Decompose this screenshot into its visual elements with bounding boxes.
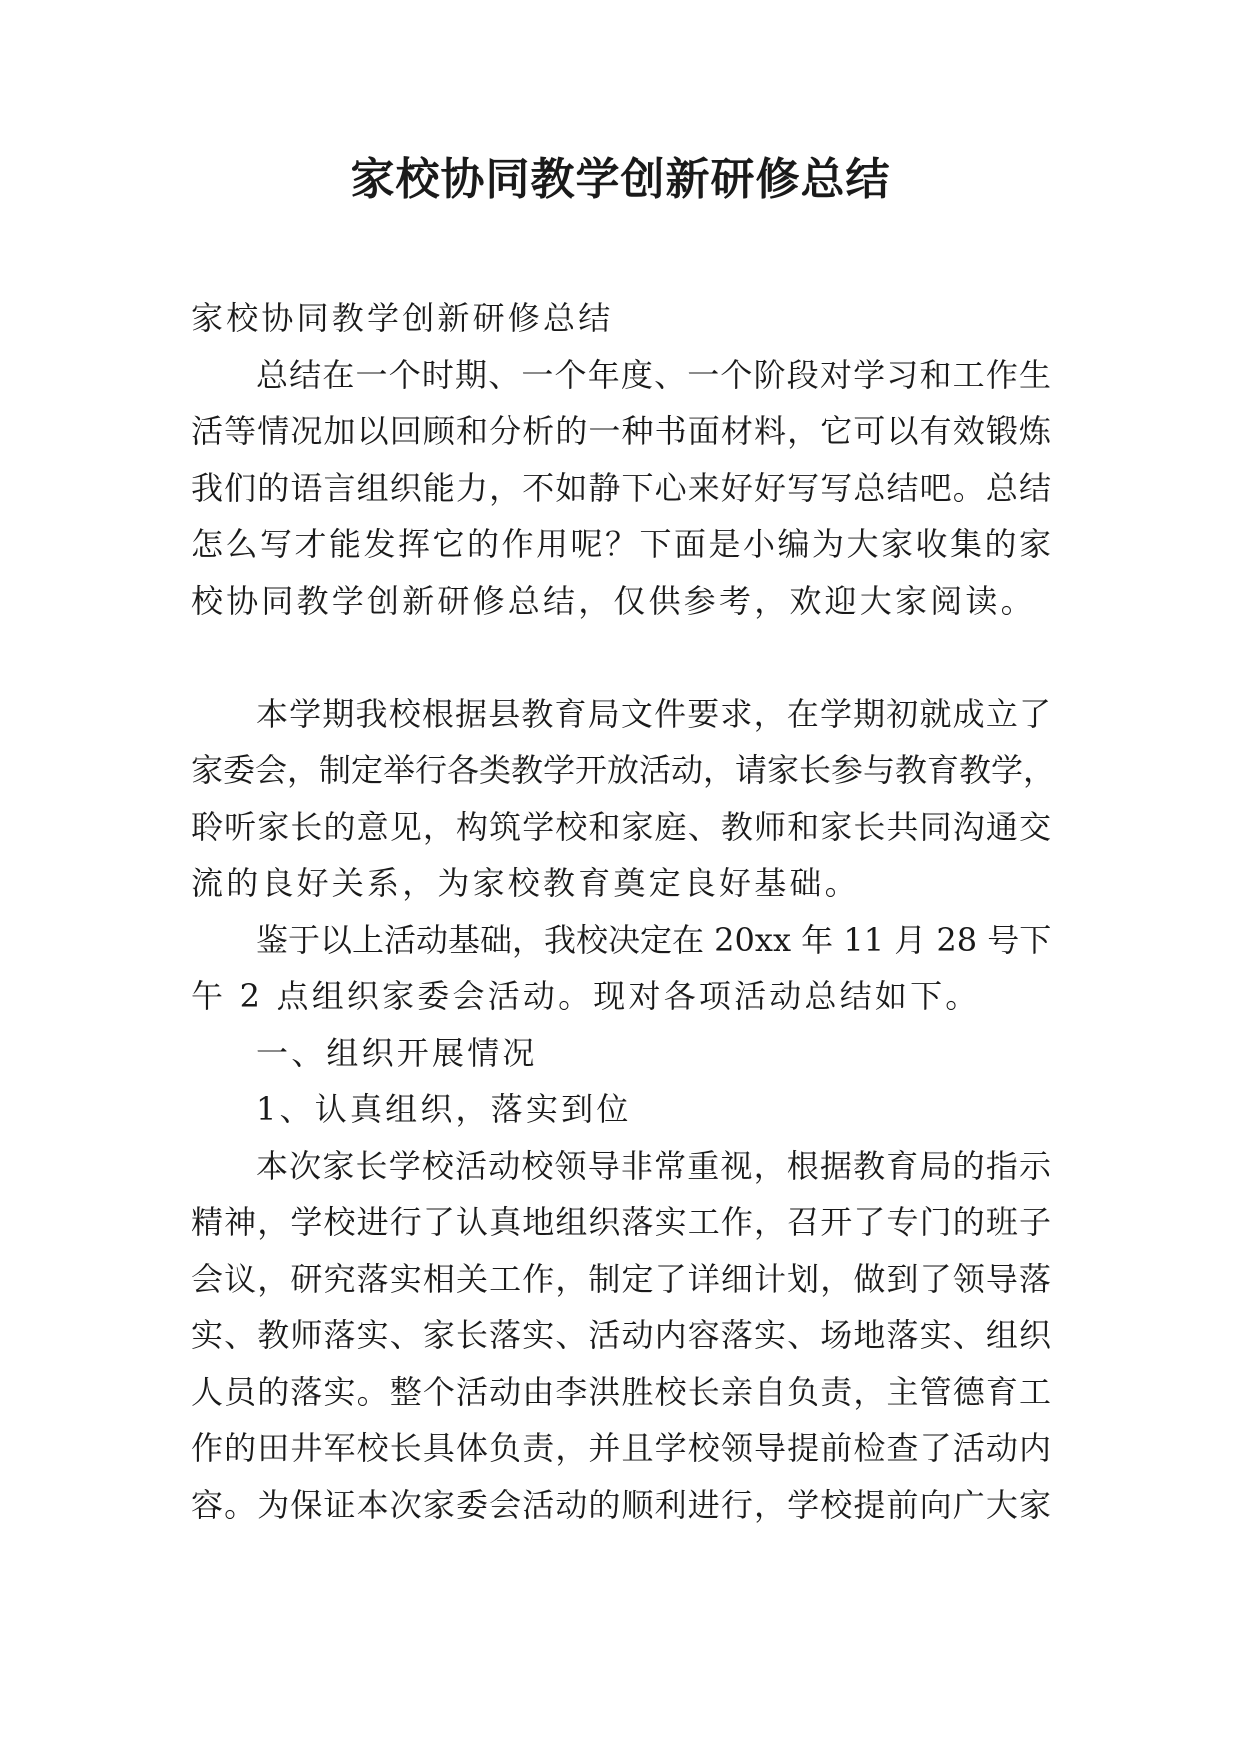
paragraph-line: 活等情况加以回顾和分析的一种书面材料，它可以有效锻炼 bbox=[191, 412, 1051, 450]
paragraph-line: 流的良好关系，为家校教育奠定良好基础。 bbox=[191, 864, 860, 902]
paragraph-line: 作的田井军校长具体负责，并且学校领导提前检查了活动内 bbox=[191, 1429, 1051, 1467]
paragraph-line: 精神，学校进行了认真地组织落实工作，召开了专门的班子 bbox=[191, 1203, 1051, 1241]
paragraph-line: 人员的落实。整个活动由李洪胜校长亲自负责，主管德育工 bbox=[191, 1372, 1051, 1411]
document-body bbox=[191, 290, 1056, 1533]
paragraph-line: 怎么写才能发挥它的作用呢？下面是小编为大家收集的家 bbox=[191, 525, 1051, 563]
document-title: 家校协同教学创新研修总结 bbox=[350, 154, 891, 205]
paragraph-line: 总结在一个时期、一个年度、一个阶段对学习和工作生 bbox=[256, 355, 1051, 394]
paragraph-line: 我们的语言组织能力，不如静下心来好好写写总结吧。总结 bbox=[191, 468, 1051, 507]
paragraph-line: 容。为保证本次家委会活动的顺利进行，学校提前向广大家 bbox=[191, 1485, 1051, 1524]
paragraph-line: 实、教师落实、家长落实、活动内容落实、场地落实、组织 bbox=[191, 1316, 1051, 1354]
paragraph-line: 本次家长学校活动校领导非常重视，根据教育局的指示 bbox=[256, 1146, 1051, 1185]
paragraph-line: 会议，研究落实相关工作，制定了详细计划，做到了领导落 bbox=[191, 1259, 1051, 1298]
section-heading: 一、组织开展情况 bbox=[256, 1033, 538, 1072]
blank-line bbox=[191, 629, 1051, 686]
paragraph-line: 家委会，制定举行各类教学开放活动，请家长参与教育教学， bbox=[191, 751, 1056, 789]
paragraph-line: 校协同教学创新研修总结，仅供参考，欢迎大家阅读。 bbox=[191, 581, 1036, 620]
paragraph-line: 午 2 点组织家委会活动。现对各项活动总结如下。 bbox=[191, 977, 981, 1015]
subtitle-line: 家校协同教学创新研修总结 bbox=[191, 299, 614, 337]
paragraph-line: 本学期我校根据县教育局文件要求，在学期初就成立了 bbox=[256, 694, 1051, 733]
paragraph-line: 鉴于以上活动基础，我校决定在 20xx 年 11 月 28 号下 bbox=[256, 920, 1052, 959]
paragraph-line: 聆听家长的意见，构筑学校和家庭、教师和家长共同沟通交 bbox=[191, 807, 1051, 846]
subsection-heading: 1、认真组织，落实到位 bbox=[256, 1090, 632, 1128]
